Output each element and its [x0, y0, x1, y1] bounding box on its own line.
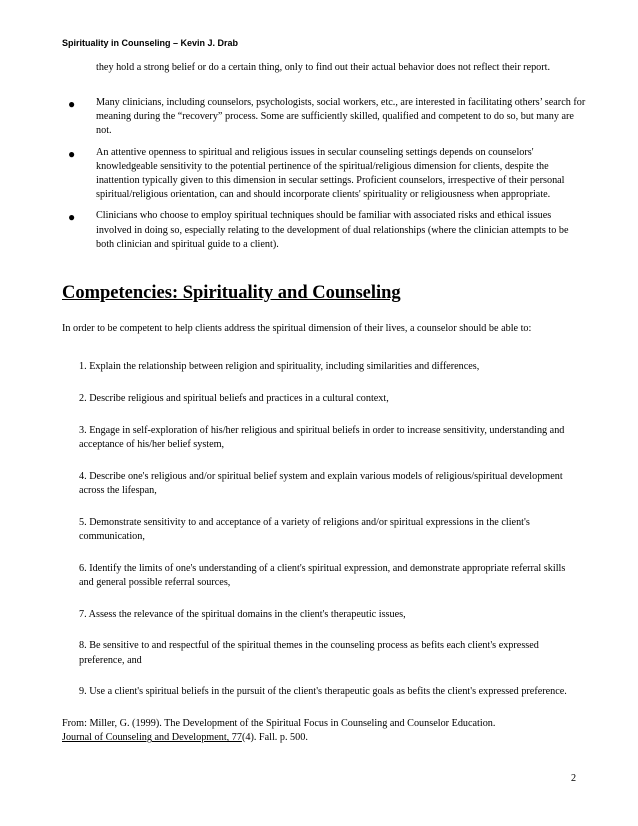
bullet-text: Many clinicians, including counselors, psychologists, social workers, etc., are interested in facilitating others’ search for meaning during the “recovery” process. Some are sufficiently skilled, qualified and competent to do so, but many are not. [96, 97, 586, 137]
continued-paragraph: they hold a strong belief or do a certain thing, only to find out their actual behavior does not reflect their report. [96, 62, 551, 73]
citation-rest: (4). Fall. p. 500. [241, 732, 308, 744]
competency-list [79, 360, 579, 717]
citation [62, 717, 592, 745]
bullet-icon: ● [68, 210, 76, 225]
competency-item: 4. Describe one's religious and/or spiritual belief system and explain various models of religious/spiritual development across the lifespan, [79, 470, 563, 496]
page-number: 2 [571, 773, 577, 784]
bullet-text: Clinicians who choose to employ spiritual techniques should be familiar with associated risks and ethical issues involved in doing so, especially relating to the development of dual relationships (where the clinician attempts to be both clinician and spiritual guide to a client). [96, 210, 569, 250]
citation-text: From: Miller, G. (1999). The Development of the Spiritual Focus in Counseling and Counselor Education. [62, 718, 496, 729]
citation-journal: Journal of Counseling and Development, 77 [62, 732, 242, 744]
competency-item: 6. Identify the limits of one's understanding of a client's spiritual expression, and demonstrate appropriate referral skills and general possible referral sources, [79, 562, 566, 588]
bullet-list [62, 96, 587, 259]
bullet-item [62, 146, 587, 203]
competency-item: 2. Describe religious and spiritual beliefs and practices in a cultural context, [79, 392, 389, 404]
bullet-item [62, 209, 587, 252]
competency-item: 3. Engage in self-exploration of his/her religious and spiritual beliefs in order to increase sensitivity, understanding and acceptance of his/her belief system, [79, 424, 565, 450]
section-heading: Competencies: Spirituality and Counseling [62, 283, 401, 303]
competency-item: 8. Be sensitive to and respectful of the spiritual themes in the counseling process as befits each client's expressed preference, and [79, 640, 539, 666]
competency-item: 7. Assess the relevance of the spiritual domains in the client's therapeutic issues, [79, 608, 406, 620]
section-intro: In order to be competent to help clients address the spiritual dimension of their lives, a counselor should be able to: [62, 323, 532, 334]
bullet-text: An attentive openness to spiritual and religious issues in secular counseling settings depends on counselors' knowledgeable sensitivity to the potential pertinence of the spiritual/religious dimension for clients, despite the inattention typically given to this dimension in secular settings. Proficient counselors, irrespective of their personal spiritual/religious orientation, can and should incorporate clients' spirituality or religiousness when appropriate. [96, 146, 565, 201]
competency-item: 9. Use a client's spiritual beliefs in the pursuit of the client's therapeutic goals as befits the client's expressed preference. [79, 686, 567, 698]
competency-item: 1. Explain the relationship between religion and spirituality, including similarities and differences, [79, 361, 480, 372]
bullet-item [62, 96, 587, 139]
running-header: Spirituality in Counseling – Kevin J. Drab [62, 38, 239, 48]
competency-item: 5. Demonstrate sensitivity to and acceptance of a variety of religions and/or spiritual expressions in the client's communication, [79, 516, 530, 542]
bullet-icon: ● [68, 97, 76, 111]
bullet-icon: ● [68, 146, 76, 161]
